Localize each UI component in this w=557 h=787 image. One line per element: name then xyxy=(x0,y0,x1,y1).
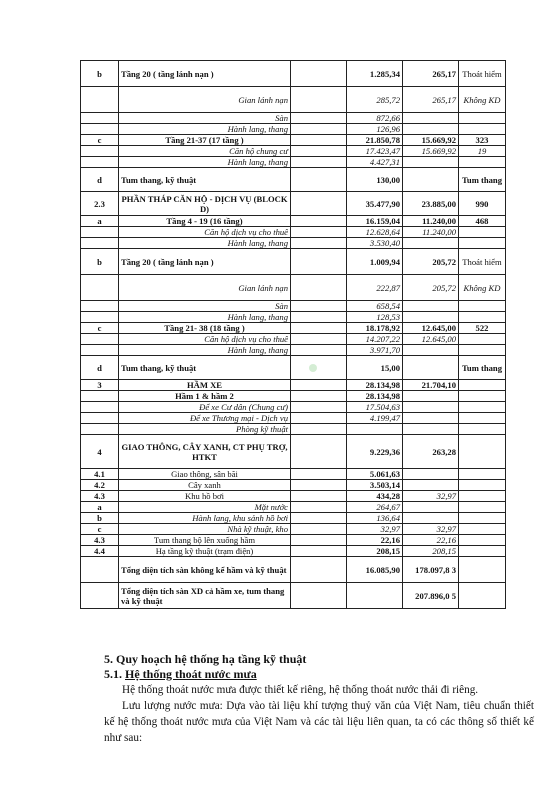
row-empty-cell xyxy=(291,227,347,238)
table-row xyxy=(81,238,506,249)
row-item-name: Tầng 20 ( tầng lánh nạn ) xyxy=(119,249,291,275)
row-empty-cell xyxy=(291,502,347,513)
row-number: c xyxy=(81,135,119,146)
row-number: 4.1 xyxy=(81,469,119,480)
row-total-area: 16.159,04 xyxy=(347,216,403,227)
row-item-name: GIAO THÔNG, CÂY XANH, CT PHỤ TRỢ, HTKT xyxy=(119,435,291,469)
table-row xyxy=(81,502,506,513)
row-usable-area: 265,17 xyxy=(403,87,459,113)
row-total-area: 4.427,31 xyxy=(347,157,403,168)
row-item-name: Hành lang, khu sảnh hồ bơi xyxy=(119,513,291,524)
row-total-area: 434,28 xyxy=(347,491,403,502)
row-number xyxy=(81,334,119,345)
row-empty-cell xyxy=(291,312,347,323)
table-row xyxy=(81,192,506,216)
row-number: 2.3 xyxy=(81,192,119,216)
row-total-area: 658,54 xyxy=(347,301,403,312)
row-note: Thoát hiểm xyxy=(459,249,506,275)
table-row xyxy=(81,524,506,535)
row-note xyxy=(459,435,506,469)
row-usable-area xyxy=(403,345,459,356)
row-usable-area xyxy=(403,502,459,513)
row-item-name: Phòng kỹ thuật xyxy=(119,424,291,435)
row-empty-cell xyxy=(291,402,347,413)
row-item-name: Hành lang, thang xyxy=(119,157,291,168)
row-number xyxy=(81,301,119,312)
row-number xyxy=(81,424,119,435)
row-usable-area: 205,72 xyxy=(403,275,459,301)
table-row xyxy=(81,146,506,157)
row-usable-area: 32,97 xyxy=(403,491,459,502)
row-usable-area xyxy=(403,356,459,380)
row-empty-cell xyxy=(291,380,347,391)
row-total-area: 5.061,63 xyxy=(347,469,403,480)
table-row xyxy=(81,168,506,192)
row-empty-cell xyxy=(291,216,347,227)
row-usable-area xyxy=(403,424,459,435)
row-note: 990 xyxy=(459,192,506,216)
row-empty-cell xyxy=(291,480,347,491)
row-total-area: 12.628,64 xyxy=(347,227,403,238)
row-total-area: 3.503,14 xyxy=(347,480,403,491)
table-row xyxy=(81,216,506,227)
row-total-area: 18.178,92 xyxy=(347,323,403,334)
row-note xyxy=(459,124,506,135)
row-usable-area xyxy=(403,413,459,424)
row-note xyxy=(459,469,506,480)
row-item-name: Hành lang, thang xyxy=(119,124,291,135)
row-item-name: Hành lang, thang xyxy=(119,238,291,249)
row-note: 19 xyxy=(459,146,506,157)
row-note xyxy=(459,513,506,524)
table-row xyxy=(81,480,506,491)
table-row xyxy=(81,87,506,113)
row-empty-cell xyxy=(291,192,347,216)
row-item-name: Nhà kỹ thuật, kho xyxy=(119,524,291,535)
row-empty-cell xyxy=(291,157,347,168)
row-total-area: 3.530,40 xyxy=(347,238,403,249)
row-note: Tum thang xyxy=(459,168,506,192)
row-empty-cell xyxy=(291,469,347,480)
row-number xyxy=(81,87,119,113)
row-number xyxy=(81,391,119,402)
row-note: 323 xyxy=(459,135,506,146)
row-number: b xyxy=(81,513,119,524)
paragraph-1: Hệ thống thoát nước mưa được thiết kế riêng, hệ thống thoát nước thải đi riêng. xyxy=(122,684,479,696)
row-note: Không KD xyxy=(459,275,506,301)
row-note xyxy=(459,424,506,435)
row-usable-area: 208,15 xyxy=(403,546,459,557)
table-row xyxy=(81,435,506,469)
row-total-area: 4.199,47 xyxy=(347,413,403,424)
row-empty-cell xyxy=(291,61,347,87)
row-item-name: Gian lánh nạn xyxy=(119,87,291,113)
row-usable-area: 32,97 xyxy=(403,524,459,535)
row-number: d xyxy=(81,168,119,192)
row-number xyxy=(81,124,119,135)
row-item-name: Sàn xyxy=(119,113,291,124)
table-row xyxy=(81,402,506,413)
row-empty-cell xyxy=(291,491,347,502)
row-empty-cell xyxy=(291,249,347,275)
row-item-name: PHẦN THÁP CĂN HỘ - DỊCH VỤ (BLOCK D) xyxy=(119,192,291,216)
row-item-name: Tầng 20 ( tầng lánh nạn ) xyxy=(119,61,291,87)
row-note xyxy=(459,334,506,345)
row-note xyxy=(459,238,506,249)
subsection-number: 5.1. xyxy=(104,667,125,681)
row-total-area: 136,64 xyxy=(347,513,403,524)
row-item-name: Tum thang bộ lên xuống hầm xyxy=(119,535,291,546)
row-empty-cell xyxy=(291,513,347,524)
row-number: d xyxy=(81,356,119,380)
row-number xyxy=(81,157,119,168)
row-empty-cell xyxy=(291,391,347,402)
row-empty-cell xyxy=(291,135,347,146)
row-usable-area xyxy=(403,238,459,249)
row-note xyxy=(459,312,506,323)
row-note: 522 xyxy=(459,323,506,334)
row-usable-area xyxy=(403,168,459,192)
row-empty-cell xyxy=(291,413,347,424)
row-item-name: Hạ tầng kỹ thuật (trạm điện) xyxy=(119,546,291,557)
row-total-area: 1.285,34 xyxy=(347,61,403,87)
row-note xyxy=(459,345,506,356)
table-row xyxy=(81,491,506,502)
row-item-name: Tổng diện tích sàn XD cả hầm xe, tum thang và kỹ thuật xyxy=(119,583,291,609)
row-item-name: Căn hộ dịch vụ cho thuê xyxy=(119,227,291,238)
row-item-name: Giao thông, sân bãi xyxy=(119,469,291,480)
row-usable-area: 22,16 xyxy=(403,535,459,546)
table-row xyxy=(81,124,506,135)
row-empty-cell xyxy=(291,146,347,157)
row-item-name: Căn hộ dịch vụ cho thuê xyxy=(119,334,291,345)
row-note xyxy=(459,402,506,413)
row-usable-area xyxy=(403,469,459,480)
row-total-area: 872,66 xyxy=(347,113,403,124)
row-number xyxy=(81,312,119,323)
subsection-heading xyxy=(104,667,534,682)
paragraph-2: Lưu lượng nước mưa: Dựa vào tài liệu khí tượng thuỷ văn của Việt Nam, tiêu chuẩn thiết kế hệ thống thoát nước mưa của Việt Nam và các tài liệu liên quan, ta có các thông số thiết kế như sau: xyxy=(104,700,534,744)
row-usable-area xyxy=(403,113,459,124)
row-usable-area: 23.885,00 xyxy=(403,192,459,216)
row-total-area: 21.850,78 xyxy=(347,135,403,146)
row-item-name: Cây xanh xyxy=(119,480,291,491)
table-row xyxy=(81,557,506,583)
row-item-name: Tầng 21- 38 (18 tầng ) xyxy=(119,323,291,334)
row-empty-cell xyxy=(291,113,347,124)
row-note xyxy=(459,301,506,312)
row-empty-cell xyxy=(291,168,347,192)
row-usable-area: 178.097,8 3 xyxy=(403,557,459,583)
row-total-area: 15,00 xyxy=(347,356,403,380)
row-number: 4.2 xyxy=(81,480,119,491)
row-note xyxy=(459,583,506,609)
row-item-name: Sàn xyxy=(119,301,291,312)
row-empty-cell xyxy=(291,238,347,249)
row-number xyxy=(81,413,119,424)
table-row xyxy=(81,275,506,301)
row-usable-area: 15.669,92 xyxy=(403,146,459,157)
row-number: 3 xyxy=(81,380,119,391)
table-row xyxy=(81,323,506,334)
row-number: a xyxy=(81,502,119,513)
row-item-name: Gian lánh nạn xyxy=(119,275,291,301)
row-item-name: Tổng diện tích sàn không kể hầm và kỹ thuật xyxy=(119,557,291,583)
row-number: 4 xyxy=(81,435,119,469)
row-number: 4.4 xyxy=(81,546,119,557)
row-note xyxy=(459,491,506,502)
table-row xyxy=(81,380,506,391)
row-usable-area: 11.240,00 xyxy=(403,216,459,227)
row-empty-cell xyxy=(291,124,347,135)
row-item-name: Để xe Thương mại - Dịch vụ xyxy=(119,413,291,424)
row-note xyxy=(459,413,506,424)
row-usable-area xyxy=(403,513,459,524)
row-number xyxy=(81,402,119,413)
row-note: 468 xyxy=(459,216,506,227)
table-row xyxy=(81,413,506,424)
row-total-area: 28.134,98 xyxy=(347,380,403,391)
row-total-area: 16.085,90 xyxy=(347,557,403,583)
row-item-name: Hành lang, thang xyxy=(119,312,291,323)
row-item-name: Để xe Cư dân (Chung cư) xyxy=(119,402,291,413)
row-number xyxy=(81,583,119,609)
row-number xyxy=(81,557,119,583)
row-total-area: 1.009,94 xyxy=(347,249,403,275)
row-number: c xyxy=(81,323,119,334)
row-total-area: 222,87 xyxy=(347,275,403,301)
row-total-area: 130,00 xyxy=(347,168,403,192)
row-empty-cell xyxy=(291,557,347,583)
row-usable-area xyxy=(403,124,459,135)
row-note xyxy=(459,480,506,491)
table-row xyxy=(81,391,506,402)
row-note xyxy=(459,546,506,557)
section-heading: 5. Quy hoạch hệ thống hạ tầng kỹ thuật xyxy=(104,652,307,666)
row-note: Thoát hiểm xyxy=(459,61,506,87)
row-number: a xyxy=(81,216,119,227)
table-row xyxy=(81,301,506,312)
table-row xyxy=(81,61,506,87)
row-usable-area xyxy=(403,312,459,323)
row-empty-cell xyxy=(291,535,347,546)
row-note xyxy=(459,535,506,546)
table-row xyxy=(81,546,506,557)
row-empty-cell xyxy=(291,323,347,334)
table-row xyxy=(81,583,506,609)
row-item-name: Tầng 21-37 (17 tầng ) xyxy=(119,135,291,146)
table-row xyxy=(81,135,506,146)
row-note xyxy=(459,524,506,535)
row-note xyxy=(459,391,506,402)
table-row xyxy=(81,424,506,435)
row-number xyxy=(81,113,119,124)
green-dot-mark xyxy=(309,364,317,372)
row-usable-area: 12.645,00 xyxy=(403,334,459,345)
row-note xyxy=(459,557,506,583)
row-item-name: Tầng 4 - 19 (16 tầng) xyxy=(119,216,291,227)
row-total-area: 22,16 xyxy=(347,535,403,546)
row-empty-cell xyxy=(291,524,347,535)
row-number: c xyxy=(81,524,119,535)
row-empty-cell xyxy=(291,301,347,312)
row-number xyxy=(81,227,119,238)
table-row xyxy=(81,113,506,124)
row-total-area: 9.229,36 xyxy=(347,435,403,469)
row-total-area: 17.504,63 xyxy=(347,402,403,413)
row-usable-area: 205,72 xyxy=(403,249,459,275)
row-total-area: 3.971,70 xyxy=(347,345,403,356)
row-total-area: 28.134,98 xyxy=(347,391,403,402)
row-usable-area xyxy=(403,391,459,402)
row-note xyxy=(459,380,506,391)
table-body xyxy=(81,61,506,609)
subsection-title: Hệ thống thoát nước mưa xyxy=(125,667,257,681)
row-total-area: 35.477,90 xyxy=(347,192,403,216)
row-empty-cell xyxy=(291,275,347,301)
row-item-name: Hầm 1 & hầm 2 xyxy=(119,391,291,402)
table-row xyxy=(81,345,506,356)
row-item-name: Căn hộ chung cư xyxy=(119,146,291,157)
row-empty-cell xyxy=(291,87,347,113)
row-empty-cell xyxy=(291,583,347,609)
row-item-name: Mặt nước xyxy=(119,502,291,513)
row-usable-area: 263,28 xyxy=(403,435,459,469)
row-number: b xyxy=(81,249,119,275)
row-total-area: 208,15 xyxy=(347,546,403,557)
row-number xyxy=(81,146,119,157)
row-item-name: HẦM XE xyxy=(119,380,291,391)
row-note xyxy=(459,157,506,168)
row-total-area: 285,72 xyxy=(347,87,403,113)
row-item-name: Khu hồ bơi xyxy=(119,491,291,502)
section-text xyxy=(104,652,534,746)
row-usable-area: 12.645,00 xyxy=(403,323,459,334)
row-total-area xyxy=(347,424,403,435)
row-usable-area xyxy=(403,301,459,312)
table-row xyxy=(81,157,506,168)
row-empty-cell xyxy=(291,424,347,435)
row-usable-area: 15.669,92 xyxy=(403,135,459,146)
area-summary-table xyxy=(80,60,506,609)
table-row xyxy=(81,356,506,380)
row-usable-area: 207.896,0 5 xyxy=(403,583,459,609)
table-row xyxy=(81,227,506,238)
row-number: 4.3 xyxy=(81,535,119,546)
row-note xyxy=(459,502,506,513)
table-row xyxy=(81,513,506,524)
row-usable-area xyxy=(403,157,459,168)
row-usable-area: 265,17 xyxy=(403,61,459,87)
row-number xyxy=(81,345,119,356)
row-usable-area xyxy=(403,402,459,413)
row-total-area: 128,53 xyxy=(347,312,403,323)
table-row xyxy=(81,469,506,480)
row-empty-cell xyxy=(291,334,347,345)
row-note: Không KD xyxy=(459,87,506,113)
row-total-area: 264,67 xyxy=(347,502,403,513)
row-note xyxy=(459,113,506,124)
row-usable-area xyxy=(403,480,459,491)
table-row xyxy=(81,535,506,546)
row-empty-cell xyxy=(291,546,347,557)
table-row xyxy=(81,334,506,345)
row-number: 4.3 xyxy=(81,491,119,502)
row-note xyxy=(459,227,506,238)
row-empty-cell xyxy=(291,356,347,380)
row-number xyxy=(81,238,119,249)
row-usable-area: 11.240,00 xyxy=(403,227,459,238)
table-row xyxy=(81,249,506,275)
row-item-name: Tum thang, kỹ thuật xyxy=(119,356,291,380)
row-total-area: 32,97 xyxy=(347,524,403,535)
row-usable-area: 21.704,10 xyxy=(403,380,459,391)
row-item-name: Tum thang, kỹ thuật xyxy=(119,168,291,192)
row-total-area: 17.423,47 xyxy=(347,146,403,157)
row-total-area xyxy=(347,583,403,609)
row-total-area: 126,96 xyxy=(347,124,403,135)
row-note: Tum thang xyxy=(459,356,506,380)
row-number: b xyxy=(81,61,119,87)
row-item-name: Hành lang, thang xyxy=(119,345,291,356)
row-total-area: 14.207,22 xyxy=(347,334,403,345)
row-empty-cell xyxy=(291,435,347,469)
row-number xyxy=(81,275,119,301)
row-empty-cell xyxy=(291,345,347,356)
table-row xyxy=(81,312,506,323)
